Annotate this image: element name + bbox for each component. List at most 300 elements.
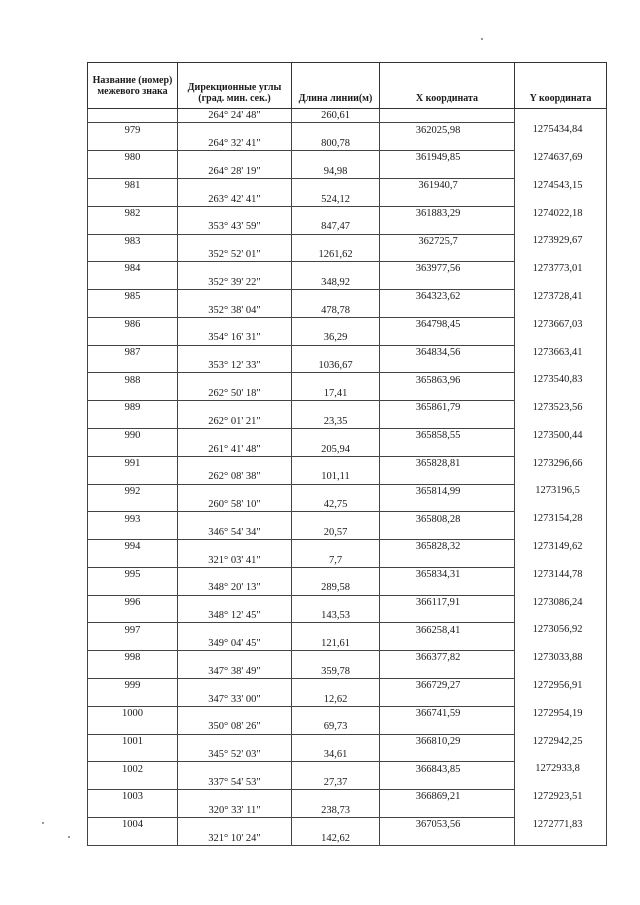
line-length-cell — [292, 317, 380, 331]
y-coordinate-cell: 1273523,56 — [515, 401, 607, 415]
x-coordinate-cell — [380, 748, 515, 762]
x-coordinate-cell — [380, 248, 515, 262]
y-coordinate-cell: 1273296,66 — [515, 456, 607, 470]
x-coordinate-cell: 365863,96 — [380, 373, 515, 387]
marker-name-cell — [88, 692, 178, 706]
line-segment-row — [88, 442, 607, 456]
direction-angle-cell — [178, 401, 292, 415]
direction-angle-cell — [178, 817, 292, 831]
line-segment-row — [88, 192, 607, 206]
marker-name-cell: 993 — [88, 512, 178, 526]
y-coordinate-cell: 1272954,19 — [515, 706, 607, 720]
direction-angle-cell: 261° 41' 48" — [178, 442, 292, 456]
direction-angle-cell — [178, 567, 292, 581]
y-coordinate-cell — [515, 359, 607, 373]
line-length-cell: 69,73 — [292, 720, 380, 734]
x-coordinate-cell — [380, 637, 515, 651]
line-length-cell: 143,53 — [292, 609, 380, 623]
marker-name-cell: 990 — [88, 428, 178, 442]
marker-name-cell: 997 — [88, 623, 178, 637]
line-segment-row — [88, 720, 607, 734]
direction-angle-cell — [178, 373, 292, 387]
y-coordinate-cell — [515, 109, 607, 123]
direction-angle-cell — [178, 540, 292, 554]
line-length-cell: 23,35 — [292, 415, 380, 429]
x-coordinate-cell — [380, 804, 515, 818]
x-coordinate-cell: 362025,98 — [380, 123, 515, 137]
y-coordinate-cell: 1272942,25 — [515, 734, 607, 748]
line-segment-row — [88, 137, 607, 151]
marker-name-cell: 983 — [88, 234, 178, 248]
direction-angle-cell — [178, 206, 292, 220]
line-segment-row — [88, 220, 607, 234]
line-length-cell: 42,75 — [292, 498, 380, 512]
x-coordinate-cell — [380, 776, 515, 790]
x-coordinate-cell: 361940,7 — [380, 178, 515, 192]
scan-speck — [481, 38, 483, 40]
line-segment-row — [88, 581, 607, 595]
marker-name-cell: 982 — [88, 206, 178, 220]
x-coordinate-cell — [380, 720, 515, 734]
marker-point-row — [88, 623, 607, 637]
y-coordinate-cell: 1272923,51 — [515, 790, 607, 804]
marker-name-cell — [88, 637, 178, 651]
line-length-cell — [292, 762, 380, 776]
x-coordinate-cell: 364798,45 — [380, 317, 515, 331]
direction-angle-cell: 321° 03' 41" — [178, 554, 292, 568]
x-coordinate-cell — [380, 665, 515, 679]
x-coordinate-cell: 365828,81 — [380, 456, 515, 470]
x-coordinate-cell: 362725,7 — [380, 234, 515, 248]
marker-name-cell: 996 — [88, 595, 178, 609]
x-coordinate-cell: 365861,79 — [380, 401, 515, 415]
marker-point-row — [88, 373, 607, 387]
marker-point-row — [88, 401, 607, 415]
line-length-cell — [292, 290, 380, 304]
x-coordinate-cell: 366258,41 — [380, 623, 515, 637]
line-segment-row — [88, 470, 607, 484]
x-coordinate-cell: 365858,55 — [380, 428, 515, 442]
y-coordinate-cell — [515, 220, 607, 234]
line-segment-row — [88, 526, 607, 540]
y-coordinate-cell — [515, 442, 607, 456]
x-coordinate-cell — [380, 442, 515, 456]
line-length-cell: 800,78 — [292, 137, 380, 151]
line-length-cell — [292, 345, 380, 359]
marker-point-row — [88, 206, 607, 220]
marker-name-cell: 1003 — [88, 790, 178, 804]
line-length-cell — [292, 262, 380, 276]
y-coordinate-cell — [515, 192, 607, 206]
direction-angle-cell — [178, 317, 292, 331]
line-length-cell: 17,41 — [292, 387, 380, 401]
marker-point-row — [88, 123, 607, 137]
marker-name-cell — [88, 165, 178, 179]
y-coordinate-cell: 1272771,83 — [515, 817, 607, 831]
line-length-cell: 524,12 — [292, 192, 380, 206]
direction-angle-cell: 262° 08' 38" — [178, 470, 292, 484]
line-length-cell — [292, 151, 380, 165]
direction-angle-cell: 264° 24' 48" — [178, 109, 292, 123]
direction-angle-cell: 354° 16' 31" — [178, 331, 292, 345]
y-coordinate-cell — [515, 748, 607, 762]
line-segment-row — [88, 109, 607, 123]
marker-point-row — [88, 484, 607, 498]
line-segment-row — [88, 248, 607, 262]
x-coordinate-cell: 366869,21 — [380, 790, 515, 804]
direction-angle-cell — [178, 706, 292, 720]
line-length-cell: 12,62 — [292, 692, 380, 706]
line-length-cell: 36,29 — [292, 331, 380, 345]
y-coordinate-cell — [515, 470, 607, 484]
scan-speck — [42, 822, 44, 824]
direction-angle-cell — [178, 679, 292, 693]
y-coordinate-cell: 1274543,15 — [515, 178, 607, 192]
line-segment-row — [88, 359, 607, 373]
marker-name-cell: 979 — [88, 123, 178, 137]
line-length-cell: 101,11 — [292, 470, 380, 484]
y-coordinate-cell: 1273540,83 — [515, 373, 607, 387]
marker-point-row — [88, 234, 607, 248]
x-coordinate-cell: 364834,56 — [380, 345, 515, 359]
x-coordinate-cell: 366117,91 — [380, 595, 515, 609]
marker-name-cell — [88, 192, 178, 206]
marker-name-cell: 994 — [88, 540, 178, 554]
direction-angle-cell: 321° 10' 24" — [178, 831, 292, 845]
y-coordinate-cell — [515, 165, 607, 179]
y-coordinate-cell — [515, 776, 607, 790]
marker-name-cell — [88, 137, 178, 151]
x-coordinate-cell — [380, 165, 515, 179]
y-coordinate-cell: 1273500,44 — [515, 428, 607, 442]
x-coordinate-cell: 361883,29 — [380, 206, 515, 220]
x-coordinate-cell — [380, 554, 515, 568]
marker-point-row — [88, 345, 607, 359]
marker-point-row — [88, 262, 607, 276]
marker-name-cell: 985 — [88, 290, 178, 304]
y-coordinate-cell — [515, 804, 607, 818]
marker-name-cell — [88, 720, 178, 734]
x-coordinate-cell — [380, 470, 515, 484]
marker-name-cell: 1001 — [88, 734, 178, 748]
table-body — [88, 109, 607, 846]
marker-point-row — [88, 817, 607, 831]
line-segment-row — [88, 554, 607, 568]
y-coordinate-cell: 1273929,67 — [515, 234, 607, 248]
line-segment-row — [88, 804, 607, 818]
line-length-cell: 238,73 — [292, 804, 380, 818]
y-coordinate-cell: 1273196,5 — [515, 484, 607, 498]
direction-angle-cell: 347° 38' 49" — [178, 665, 292, 679]
x-coordinate-cell — [380, 609, 515, 623]
direction-angle-cell — [178, 290, 292, 304]
direction-angle-cell — [178, 262, 292, 276]
x-coordinate-cell: 365834,31 — [380, 567, 515, 581]
line-length-cell — [292, 234, 380, 248]
line-segment-row — [88, 303, 607, 317]
direction-angle-cell: 353° 12' 33" — [178, 359, 292, 373]
marker-point-row — [88, 734, 607, 748]
y-coordinate-cell: 1274022,18 — [515, 206, 607, 220]
direction-angle-cell: 262° 50' 18" — [178, 387, 292, 401]
line-length-cell — [292, 679, 380, 693]
line-length-cell: 27,37 — [292, 776, 380, 790]
y-coordinate-cell: 1273149,62 — [515, 540, 607, 554]
marker-name-cell — [88, 526, 178, 540]
x-coordinate-cell — [380, 415, 515, 429]
line-length-cell — [292, 734, 380, 748]
x-coordinate-cell: 366729,27 — [380, 679, 515, 693]
marker-name-cell — [88, 665, 178, 679]
y-coordinate-cell — [515, 720, 607, 734]
x-coordinate-cell: 364323,62 — [380, 290, 515, 304]
direction-angle-cell — [178, 734, 292, 748]
x-coordinate-cell — [380, 581, 515, 595]
line-length-cell — [292, 373, 380, 387]
direction-angle-cell: 347° 33' 00" — [178, 692, 292, 706]
y-coordinate-cell — [515, 554, 607, 568]
line-segment-row — [88, 415, 607, 429]
x-coordinate-cell — [380, 526, 515, 540]
scan-speck — [68, 836, 70, 838]
marker-name-cell — [88, 581, 178, 595]
line-length-cell — [292, 651, 380, 665]
line-length-cell: 20,57 — [292, 526, 380, 540]
marker-point-row — [88, 178, 607, 192]
line-segment-row — [88, 609, 607, 623]
marker-name-cell — [88, 470, 178, 484]
marker-name-cell: 1004 — [88, 817, 178, 831]
line-length-cell — [292, 623, 380, 637]
y-coordinate-cell: 1273663,41 — [515, 345, 607, 359]
marker-point-row — [88, 706, 607, 720]
line-length-cell: 94,98 — [292, 165, 380, 179]
marker-point-row — [88, 790, 607, 804]
line-segment-row — [88, 831, 607, 845]
y-coordinate-cell: 1273144,78 — [515, 567, 607, 581]
marker-point-row — [88, 456, 607, 470]
line-length-cell — [292, 401, 380, 415]
direction-angle-cell — [178, 234, 292, 248]
marker-name-cell — [88, 415, 178, 429]
marker-name-cell — [88, 220, 178, 234]
line-length-cell — [292, 512, 380, 526]
line-length-cell: 847,47 — [292, 220, 380, 234]
line-length-cell: 7,7 — [292, 554, 380, 568]
x-coordinate-cell — [380, 276, 515, 290]
line-length-cell — [292, 123, 380, 137]
marker-name-cell — [88, 748, 178, 762]
boundary-coordinates-table — [87, 62, 607, 846]
x-coordinate-cell: 366810,29 — [380, 734, 515, 748]
x-coordinate-cell: 367053,56 — [380, 817, 515, 831]
marker-name-cell: 991 — [88, 456, 178, 470]
marker-name-cell: 986 — [88, 317, 178, 331]
direction-angle-cell: 345° 52' 03" — [178, 748, 292, 762]
y-coordinate-cell: 1272933,8 — [515, 762, 607, 776]
y-coordinate-cell: 1273086,24 — [515, 595, 607, 609]
y-coordinate-cell: 1273773,01 — [515, 262, 607, 276]
x-coordinate-cell — [380, 137, 515, 151]
line-segment-row — [88, 637, 607, 651]
x-coordinate-cell: 363977,56 — [380, 262, 515, 276]
direction-angle-cell — [178, 762, 292, 776]
marker-name-cell: 1000 — [88, 706, 178, 720]
line-length-cell — [292, 540, 380, 554]
line-segment-row — [88, 387, 607, 401]
marker-name-cell — [88, 248, 178, 262]
y-coordinate-cell — [515, 415, 607, 429]
direction-angle-cell: 350° 08' 26" — [178, 720, 292, 734]
line-length-cell: 1261,62 — [292, 248, 380, 262]
line-length-cell — [292, 484, 380, 498]
direction-angle-cell: 320° 33' 11" — [178, 804, 292, 818]
y-coordinate-cell — [515, 303, 607, 317]
direction-angle-cell — [178, 345, 292, 359]
line-length-cell: 1036,67 — [292, 359, 380, 373]
direction-angle-cell: 264° 32' 41" — [178, 137, 292, 151]
direction-angle-cell: 337° 54' 53" — [178, 776, 292, 790]
x-coordinate-cell: 361949,85 — [380, 151, 515, 165]
marker-name-cell: 999 — [88, 679, 178, 693]
direction-angle-cell: 349° 04' 45" — [178, 637, 292, 651]
marker-point-row — [88, 679, 607, 693]
x-coordinate-cell: 366843,85 — [380, 762, 515, 776]
y-coordinate-cell — [515, 498, 607, 512]
marker-name-cell: 981 — [88, 178, 178, 192]
direction-angle-cell — [178, 484, 292, 498]
marker-name-cell — [88, 609, 178, 623]
header-y-coordinate: Y координата — [515, 63, 607, 109]
direction-angle-cell — [178, 651, 292, 665]
line-length-cell: 205,94 — [292, 442, 380, 456]
x-coordinate-cell — [380, 192, 515, 206]
marker-point-row — [88, 540, 607, 554]
x-coordinate-cell: 366377,82 — [380, 651, 515, 665]
y-coordinate-cell: 1272956,91 — [515, 679, 607, 693]
header-line-length: Длина линии(м) — [292, 63, 380, 109]
marker-name-cell — [88, 831, 178, 845]
marker-name-cell: 992 — [88, 484, 178, 498]
y-coordinate-cell: 1273667,03 — [515, 317, 607, 331]
y-coordinate-cell — [515, 637, 607, 651]
header-direction-angle: Дирекционные углы (град. мин. сек.) — [178, 63, 292, 109]
line-segment-row — [88, 692, 607, 706]
x-coordinate-cell — [380, 303, 515, 317]
marker-name-cell — [88, 303, 178, 317]
direction-angle-cell: 264° 28' 19" — [178, 165, 292, 179]
y-coordinate-cell — [515, 248, 607, 262]
marker-name-cell: 987 — [88, 345, 178, 359]
line-segment-row — [88, 665, 607, 679]
marker-point-row — [88, 151, 607, 165]
y-coordinate-cell — [515, 831, 607, 845]
line-segment-row — [88, 165, 607, 179]
marker-name-cell — [88, 109, 178, 123]
x-coordinate-cell — [380, 359, 515, 373]
line-length-cell: 289,58 — [292, 581, 380, 595]
y-coordinate-cell — [515, 387, 607, 401]
direction-angle-cell: 263° 42' 41" — [178, 192, 292, 206]
marker-point-row — [88, 428, 607, 442]
direction-angle-cell — [178, 790, 292, 804]
line-length-cell: 348,92 — [292, 276, 380, 290]
line-length-cell — [292, 178, 380, 192]
y-coordinate-cell — [515, 526, 607, 540]
marker-point-row — [88, 290, 607, 304]
line-length-cell: 34,61 — [292, 748, 380, 762]
marker-name-cell — [88, 776, 178, 790]
marker-name-cell: 1002 — [88, 762, 178, 776]
marker-name-cell — [88, 804, 178, 818]
direction-angle-cell: 353° 43' 59" — [178, 220, 292, 234]
x-coordinate-cell — [380, 692, 515, 706]
x-coordinate-cell: 365828,32 — [380, 540, 515, 554]
marker-point-row — [88, 651, 607, 665]
marker-point-row — [88, 317, 607, 331]
line-length-cell — [292, 567, 380, 581]
marker-point-row — [88, 595, 607, 609]
line-length-cell: 359,78 — [292, 665, 380, 679]
marker-name-cell: 998 — [88, 651, 178, 665]
direction-angle-cell — [178, 123, 292, 137]
direction-angle-cell: 262° 01' 21" — [178, 415, 292, 429]
marker-name-cell — [88, 554, 178, 568]
marker-name-cell: 989 — [88, 401, 178, 415]
direction-angle-cell: 348° 20' 13" — [178, 581, 292, 595]
x-coordinate-cell: 365814,99 — [380, 484, 515, 498]
direction-angle-cell: 352° 52' 01" — [178, 248, 292, 262]
line-length-cell: 260,61 — [292, 109, 380, 123]
line-length-cell — [292, 595, 380, 609]
line-segment-row — [88, 748, 607, 762]
line-length-cell — [292, 817, 380, 831]
line-length-cell: 121,61 — [292, 637, 380, 651]
y-coordinate-cell — [515, 331, 607, 345]
direction-angle-cell — [178, 595, 292, 609]
line-length-cell: 478,78 — [292, 303, 380, 317]
direction-angle-cell — [178, 512, 292, 526]
x-coordinate-cell — [380, 387, 515, 401]
line-length-cell — [292, 456, 380, 470]
y-coordinate-cell: 1273154,28 — [515, 512, 607, 526]
y-coordinate-cell: 1274637,69 — [515, 151, 607, 165]
direction-angle-cell — [178, 456, 292, 470]
line-length-cell — [292, 428, 380, 442]
direction-angle-cell: 260° 58' 10" — [178, 498, 292, 512]
x-coordinate-cell — [380, 331, 515, 345]
line-segment-row — [88, 498, 607, 512]
y-coordinate-cell: 1273728,41 — [515, 290, 607, 304]
marker-name-cell — [88, 442, 178, 456]
line-length-cell — [292, 790, 380, 804]
line-length-cell: 142,62 — [292, 831, 380, 845]
x-coordinate-cell: 365808,28 — [380, 512, 515, 526]
x-coordinate-cell — [380, 498, 515, 512]
marker-name-cell: 995 — [88, 567, 178, 581]
x-coordinate-cell: 366741,59 — [380, 706, 515, 720]
marker-name-cell — [88, 359, 178, 373]
line-segment-row — [88, 331, 607, 345]
marker-name-cell: 988 — [88, 373, 178, 387]
marker-name-cell — [88, 387, 178, 401]
direction-angle-cell: 352° 38' 04" — [178, 303, 292, 317]
x-coordinate-cell — [380, 220, 515, 234]
y-coordinate-cell — [515, 665, 607, 679]
marker-name-cell — [88, 276, 178, 290]
direction-angle-cell — [178, 151, 292, 165]
y-coordinate-cell — [515, 276, 607, 290]
